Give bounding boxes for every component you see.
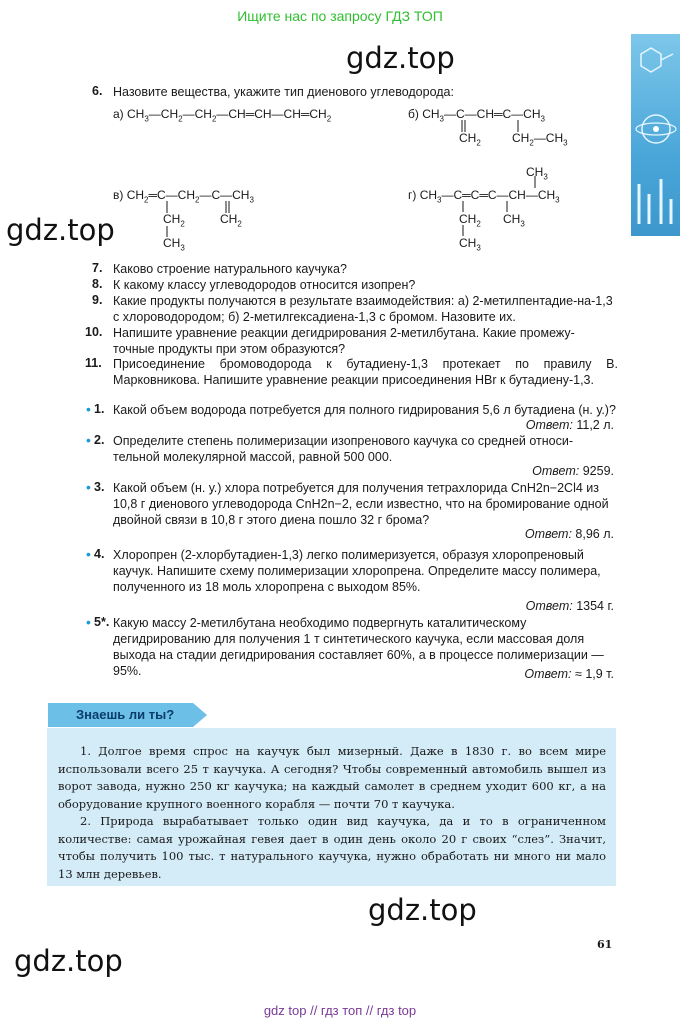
formula-b-lower: $CH_2—CH_3$ [512,131,568,148]
question-number: 11. [85,356,102,370]
watermark: gdz.top [14,944,123,978]
footer-links[interactable]: gdz top // гдз топ // гдз top [263,1003,417,1018]
answer-value: 8,96 л. [575,527,614,541]
problem-text: Какую массу 2-метилбутана необходимо подвергнуть каталитическому дегидрированию для получения 1 т синтетического каучука, если массовая доля выхода на стадии дегидрирования составляет 60%, а в процессе полимеризации — 95%. [113,616,604,678]
answer-label: Ответ: [525,599,573,613]
chemistry-decoration [631,34,680,236]
bullet-icon: • [86,546,91,562]
problem-answer [525,527,614,541]
question-number: 7. [92,261,103,275]
formula-g-lower: $CH_3$ [503,212,525,229]
answer-label: Ответ: [525,418,573,432]
answer-value: ≈ 1,9 т. [575,667,614,681]
formula-label: а) [113,107,124,121]
formula-label: б) [408,107,419,121]
problem-answer [526,418,614,432]
info-title: Знаешь ли ты? [76,707,175,722]
formula-label: в) [113,188,124,202]
formula-v: в) $CH_2═C—CH_2—C—CH_3$ [113,188,254,205]
problem-number: 3. [94,480,105,494]
question-text: К какому классу углеводородов относится изопрен? [113,278,416,292]
formula-g-lower: $CH_2$ [459,212,481,229]
question-text: Напишите уравнение реакции дегидрирования 2-метилбутана. Какие промежу-точные продукты при этом образуются? [113,326,575,356]
answer-value: 1354 г. [576,599,614,613]
formula-label: г) [408,188,417,202]
problem-answer [526,599,614,613]
problem-text: Какой объем водорода потребуется для полного гидрирования 5,6 л бутадиена (н. у.)? [113,403,616,417]
answer-label: Ответ: [524,527,572,541]
formula-a: а) $CH_3—CH_2—CH_2—CH═CH—CH═CH_2$ [113,107,332,124]
bullet-icon: • [86,479,91,495]
bullet-icon: • [86,432,91,448]
answer-value: 11,2 л. [576,418,614,432]
question-number: 8. [92,277,103,291]
formula-g-lower: $CH_3$ [459,236,481,253]
problem-text: Хлоропрен (2-хлорбутадиен-1,3) легко полимеризуется, образуя хлоропреновый каучук. Напишите схему полимеризации хлоропрена. Определите массу полимера, полученного из 18 моль хлоропрена с выходом 85%. [113,548,601,594]
question-text: Какие продукты получаются в результате взаимодействия: а) 2-метилпентадие-на-1,3 с хлороводородом; б) 2-метилгексадиена-1,3 с бромом. Назовите их. [113,294,613,324]
question-text: Каково строение натурального каучука? [113,262,347,276]
problem-number: 5*. [94,615,110,629]
question-text: Присоединение бромоводорода к бутадиену-1,3 протекает по правилу В. Марковникова. Напишите уравнение реакции присоединения HBr к бутадиену-1,3. [113,357,618,387]
formula-g-upper: $CH_3$ [526,165,548,182]
answer-value: 9259. [582,464,614,478]
watermark: gdz.top [346,41,455,75]
formula-g: г) $CH_3—C═C═C—CH—CH_3$ [408,188,560,205]
formula-b-lower: $CH_2$ [459,131,481,148]
molecule-icon [631,34,680,236]
formula-v-lower: $CH_2$ [163,212,185,229]
question-text: Назовите вещества, укажите тип диенового углеводорода: [113,85,454,99]
formula-v-lower: $CH_3$ [163,236,185,253]
problem-text: Какой объем (н. у.) хлора потребуется для получения тетрахлорида CnH2n−2Cl4 из 10,8 г диенового углеводорода CnH2n−2, если известно, что на бромирование одной двойной связи в 10,8 г этого диена пошло 32 г брома? [113,481,609,527]
problem-number: 1. [94,402,105,416]
watermark: gdz.top [6,213,115,247]
question-number: 10. [85,325,103,339]
formula-v-lower: $CH_2$ [220,212,242,229]
problem-text: Определите степень полимеризации изопренового каучука со средней относи-тельной молекулярной массой, равной 500 000. [113,434,574,464]
problem-number: 2. [94,433,105,447]
bullet-icon: • [86,401,91,417]
problem-number: 4. [94,547,105,561]
watermark: gdz.top [368,893,477,927]
info-text [58,743,606,883]
question-number: 6. [92,84,103,98]
formula-b: б) $CH_3—C—CH═C—CH_3$ [408,107,545,124]
problem-answer [532,464,614,478]
formula-g-bonds [455,176,555,240]
answer-label: Ответ: [524,667,572,681]
answer-label: Ответ: [532,464,580,478]
bullet-icon: • [86,614,91,630]
info-paragraph: 1. Долгое время спрос на каучук был мизерный. Даже в 1830 г. во всем мире использовали всего 25 т каучука. А сегодня? Чтобы современный автомобиль вышел из ворот завода, нужно 250 кг каучука; на каждый самолет в среднем уходит 600 кг, а на оборудование крупного военного корабля — почти 70 т каучука. [58,744,606,811]
info-paragraph: 2. Природа вырабатывает только один вид каучука, да и то в ограниченном количестве: самая урожайная гевея дает в один день около 20 г своих “слез”. Значит, чтобы получить 100 тыс. т натурального каучука, нужно обработать ни много ни мало 13 млн деревьев. [58,814,606,881]
page-number: 61 [597,938,613,951]
search-banner[interactable]: Ищите нас по запросу ГДЗ ТОП [237,8,443,24]
info-header-arrow [193,703,207,727]
question-number: 9. [92,293,103,307]
problem-answer [524,667,614,681]
